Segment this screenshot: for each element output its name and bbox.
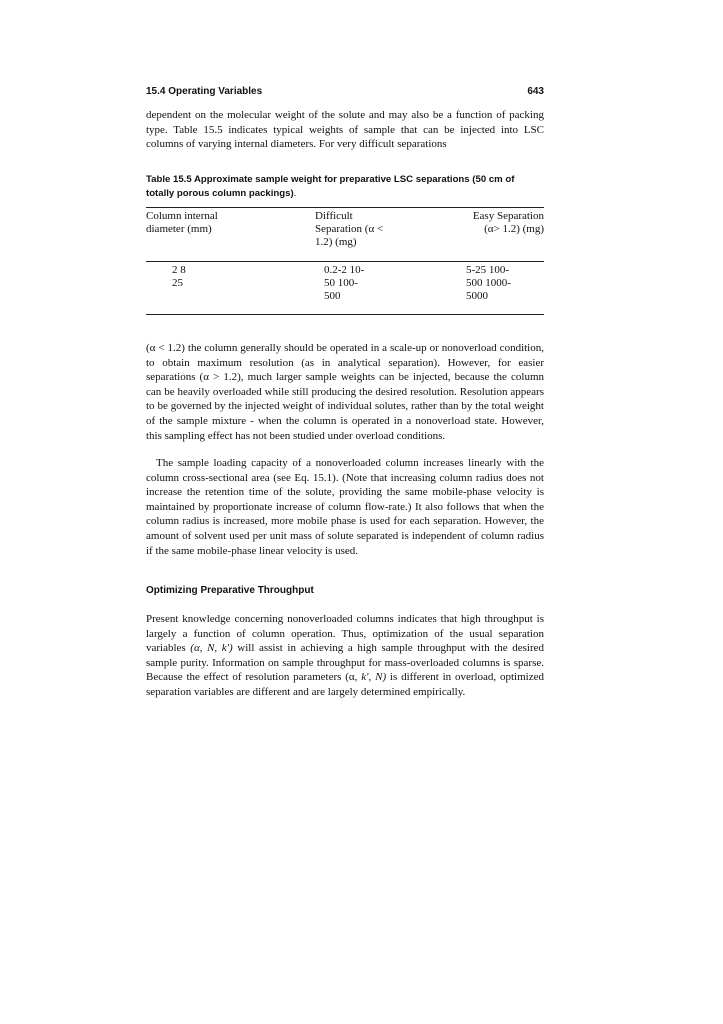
cell-line: 0.2-2 10-: [324, 264, 365, 276]
paragraph-resolution: (α < 1.2) the column generally should be operated in a scale-up or nonoverload condition, to obtain maximum resolution (as in analytical separation). However, for easier separations (α > 1.2), much larger sample weights can be injected, because the column can be heavily overloaded while still producing the desired resolution. Resolution appears to be governed by the injected weight of individual solutes, rather than by the total weight of the sample mixture - when the column is operated in a nonoverload state. However, this sampling effect has not been studied under overload conditions.: [146, 342, 544, 442]
table-cell-diameter: [172, 264, 186, 290]
header-line: Separation (α <: [315, 223, 384, 235]
cell-line: 50 100-: [324, 277, 358, 289]
header-line: Difficult: [315, 210, 353, 222]
table-cell-easy: [466, 264, 544, 303]
table-body: [146, 264, 544, 304]
table-bottom-rule: [146, 314, 544, 315]
header-line: Easy Separation: [472, 210, 544, 222]
header-column-difficult: [315, 210, 415, 249]
table-header-row: [146, 210, 544, 250]
cell-line: 25: [172, 277, 183, 289]
table-cell-difficult: [324, 264, 414, 303]
paragraph-loading-capacity: The sample loading capacity of a nonoverloaded column increases linearly with the column cross-sectional area (see Eq. 15.1). (Note that increasing column radius does not increase the retention time of the solute, providing the same mobile-phase velocity is maintained by proportionate increase of column flow-rate.) It also follows that when the column radius is increased, more mobile phase is used for each separation. However, the amount of solvent used per unit mass of solute separated is independent of column radius if the same mobile-phase linear velocity is used.: [146, 457, 544, 557]
cell-line: 2 8: [172, 264, 186, 276]
section-subheading: Optimizing Preparative Throughput: [146, 585, 314, 596]
header-line: 1.2) (mg): [315, 236, 357, 248]
cell-line: 500 1000-: [466, 277, 511, 289]
table-caption-period: .: [293, 188, 297, 199]
cell-line: 5000: [466, 290, 488, 302]
table-top-rule: [146, 207, 544, 208]
table-header-rule: [146, 261, 544, 262]
table-caption: [146, 173, 544, 201]
page-number: 643: [527, 86, 544, 97]
cell-line: 5-25 100-: [466, 264, 510, 276]
header-line: (α> 1.2) (mg): [484, 223, 544, 235]
text-run: is different in overload, optimized separation variables are different and are largely determined empirically.: [146, 671, 544, 698]
header-line: Column internal: [146, 210, 218, 222]
section-title: 15.4 Operating Variables: [146, 86, 263, 97]
intro-paragraph: dependent on the molecular weight of the solute and may also be a function of packing type. Table 15.5 indicates typical weights of sample that can be injected into LSC columns of varying internal diameters. For very difficult separations: [146, 109, 544, 151]
text-run: will assist in achieving a high sample throughput with the desired sample purity. Information on sample throughput for mass-overloaded columns is sparse. Because the effect of resolution parameters (α,: [146, 642, 545, 684]
variables-italic: k′, N): [361, 671, 387, 684]
paragraph-throughput: [146, 612, 544, 700]
text-run: Present knowledge concerning nonoverloaded columns indicates that high throughput is largely a function of column operation. Thus, optimization of the usual separation variables: [146, 613, 544, 655]
table-caption-text: Table 15.5 Approximate sample weight for preparative LSC separations (50 cm of totally porous column packings): [146, 174, 515, 199]
running-head: [146, 86, 544, 97]
cell-line: 500: [324, 290, 341, 302]
header-column-diameter: [146, 210, 218, 236]
header-column-easy: [473, 210, 544, 236]
variables-italic: (α, N, k′): [190, 642, 233, 655]
header-line: diameter (mm): [146, 223, 212, 235]
